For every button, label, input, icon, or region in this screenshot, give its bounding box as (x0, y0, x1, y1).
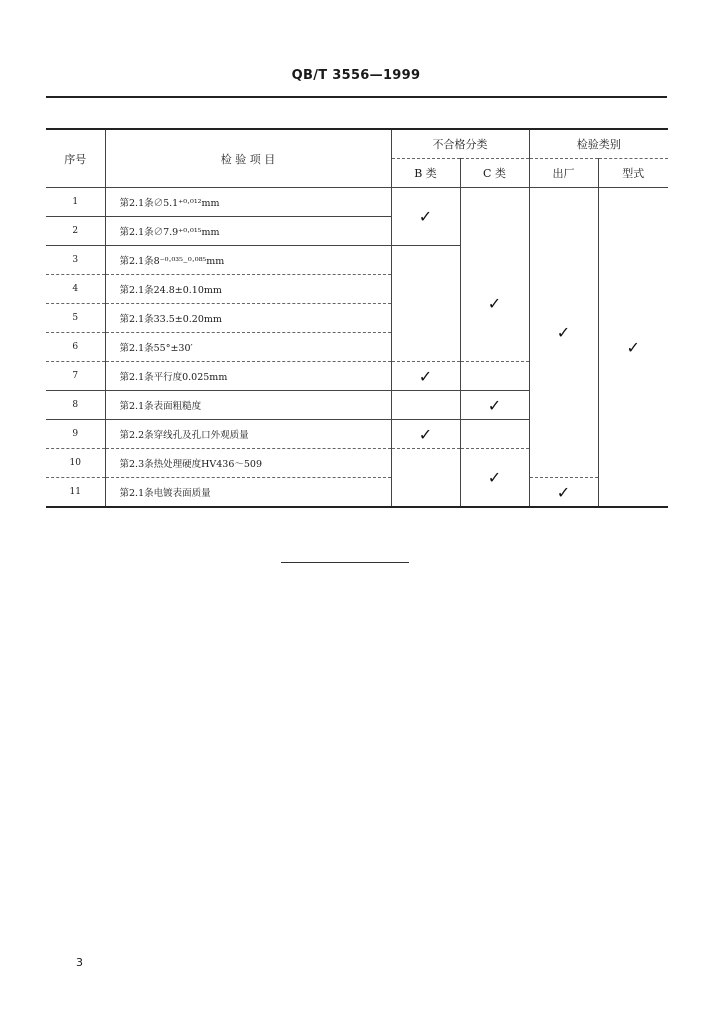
col-header-b-class: B 类 (391, 159, 460, 188)
row-item: 第2.2条穿线孔及孔口外观质量 (105, 420, 391, 449)
empty-cell (460, 362, 529, 391)
row-item: 第2.1条8⁻⁰·⁰³⁵₋⁰·⁰⁸⁵mm (105, 246, 391, 275)
table-row (46, 188, 668, 217)
row-item: 第2.1条24.8±0.10mm (105, 275, 391, 304)
check-mark-c: ✓ (460, 391, 529, 420)
inspection-table (46, 128, 668, 508)
row-item: 第2.1条平行度0.025mm (105, 362, 391, 391)
row-seq: 6 (46, 333, 105, 362)
check-mark-factory: ✓ (529, 478, 598, 508)
check-mark-b: ✓ (391, 188, 460, 246)
inspection-table-wrapper (46, 128, 668, 508)
empty-cell (391, 449, 460, 508)
empty-cell (460, 188, 529, 246)
row-item: 第2.3条热处理硬度HV436～509 (105, 449, 391, 478)
empty-cell (391, 246, 460, 362)
row-seq: 5 (46, 304, 105, 333)
col-header-item: 检 验 项 目 (105, 129, 391, 188)
col-group-inspection-type: 检验类别 (529, 129, 668, 159)
col-group-nonconformity: 不合格分类 (391, 129, 529, 159)
row-seq: 7 (46, 362, 105, 391)
check-mark-b: ✓ (391, 420, 460, 449)
end-of-table-rule (281, 562, 409, 563)
col-header-type-test: 型式 (598, 159, 668, 188)
standard-code-header: QB/T 3556—1999 (291, 68, 421, 83)
empty-cell (460, 420, 529, 449)
col-header-c-class: C 类 (460, 159, 529, 188)
check-mark-type-test: ✓ (598, 188, 668, 508)
check-mark-factory: ✓ (529, 188, 598, 478)
check-mark-b: ✓ (391, 362, 460, 391)
row-seq: 2 (46, 217, 105, 246)
row-item: 第2.1条33.5±0.20mm (105, 304, 391, 333)
header-rule (46, 96, 667, 98)
row-item: 第2.1条∅7.9⁺⁰·⁰¹⁵mm (105, 217, 391, 246)
page-number: 3 (76, 956, 83, 969)
row-seq: 3 (46, 246, 105, 275)
check-mark-c: ✓ (460, 449, 529, 508)
row-item: 第2.1条55°±30′ (105, 333, 391, 362)
row-seq: 10 (46, 449, 105, 478)
row-item: 第2.1条电镀表面质量 (105, 478, 391, 508)
row-seq: 11 (46, 478, 105, 508)
col-header-factory: 出厂 (529, 159, 598, 188)
row-seq: 9 (46, 420, 105, 449)
row-seq: 8 (46, 391, 105, 420)
row-item: 第2.1条表面粗糙度 (105, 391, 391, 420)
check-mark-c: ✓ (460, 246, 529, 362)
row-seq: 1 (46, 188, 105, 217)
col-header-seq: 序号 (46, 129, 105, 188)
row-item: 第2.1条∅5.1⁺⁰·⁰¹²mm (105, 188, 391, 217)
table-row (46, 478, 668, 508)
row-seq: 4 (46, 275, 105, 304)
empty-cell (391, 391, 460, 420)
